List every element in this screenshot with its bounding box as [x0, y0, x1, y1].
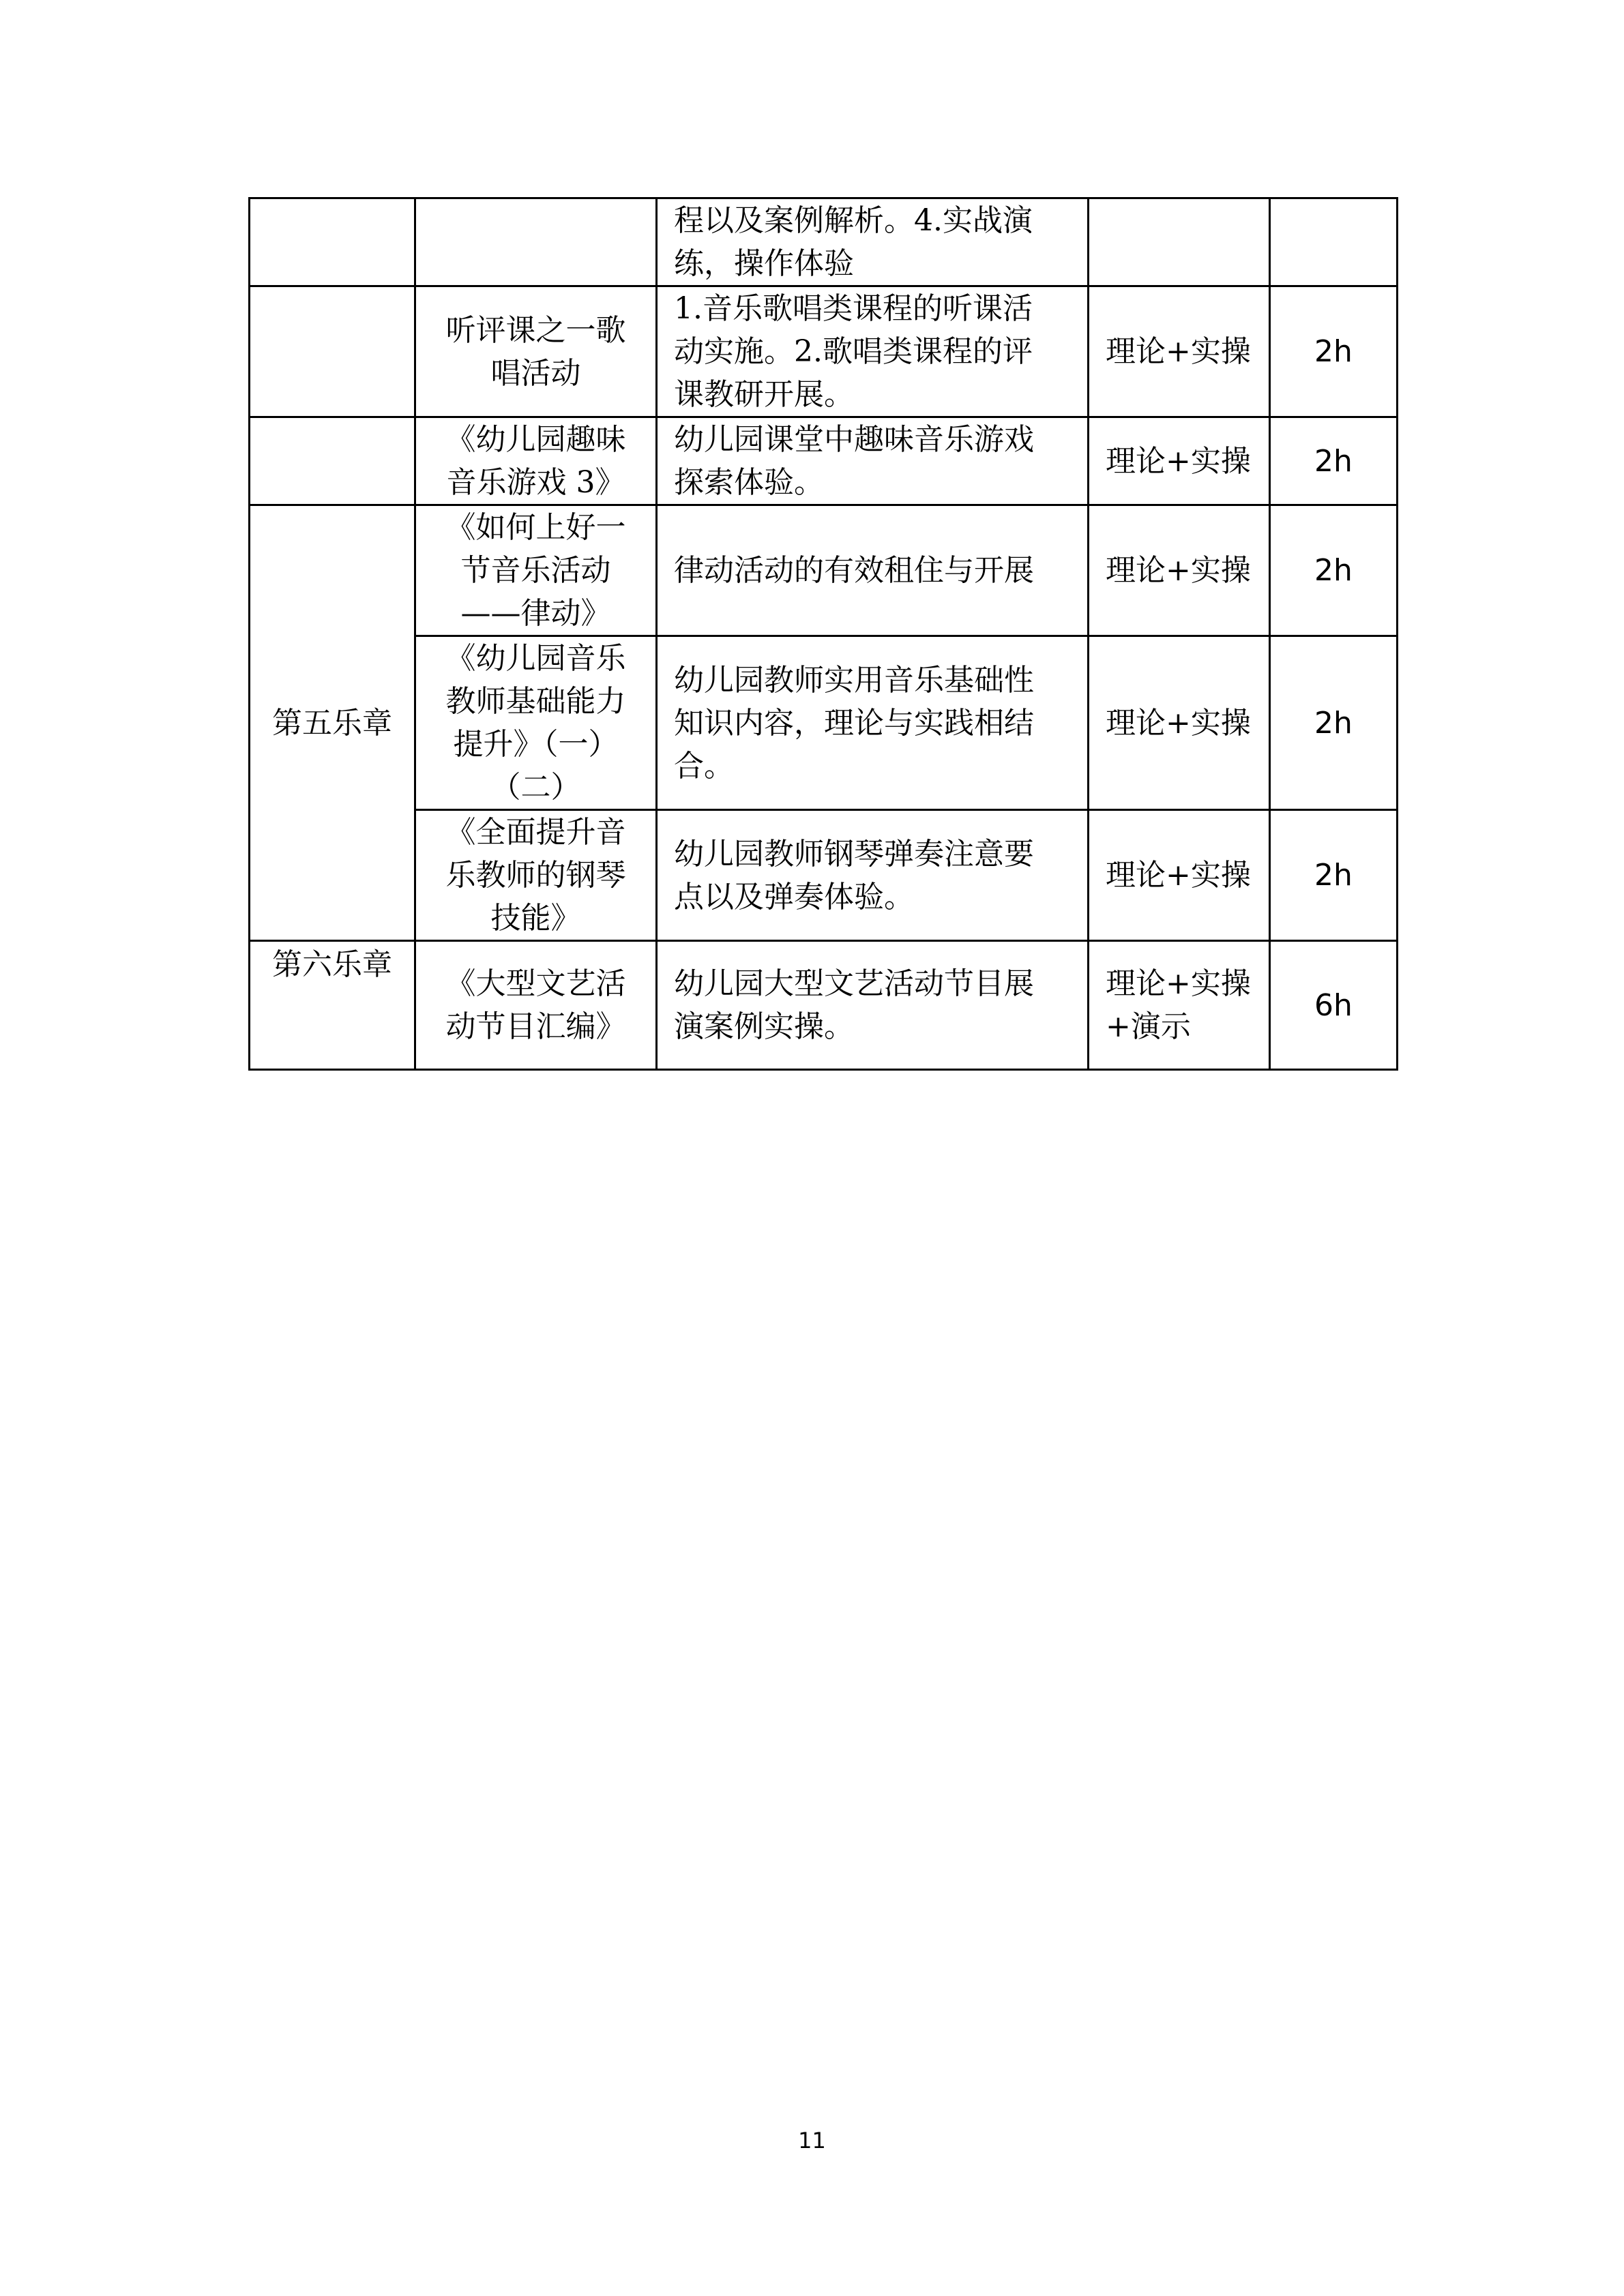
hours-cell: 2h — [1270, 286, 1398, 417]
chapter-cell — [250, 198, 415, 286]
method-cell: 理论+实操 — [1089, 810, 1270, 941]
hours-cell — [1270, 198, 1398, 286]
topic-cell: 《幼儿园趣味 音乐游戏 3》 — [415, 417, 657, 505]
chapter-cell: 第六乐章 — [250, 941, 415, 1070]
method-cell: 理论+实操 +演示 — [1089, 941, 1270, 1070]
hours-cell: 2h — [1270, 505, 1398, 636]
hours-cell: 6h — [1270, 941, 1398, 1070]
content-cell: 幼儿园教师实用音乐基础性 知识内容，理论与实践相结 合。 — [657, 636, 1089, 810]
table-row — [250, 286, 1398, 417]
page-number: 11 — [798, 2128, 826, 2153]
content-cell: 幼儿园课堂中趣味音乐游戏 探索体验。 — [657, 417, 1089, 505]
table-row — [250, 636, 1398, 810]
content-cell: 1.音乐歌唱类课程的听课活 动实施。2.歌唱类课程的评 课教研开展。 — [657, 286, 1089, 417]
hours-cell: 2h — [1270, 417, 1398, 505]
content-cell: 律动活动的有效租住与开展 — [657, 505, 1089, 636]
table-row — [250, 417, 1398, 505]
table-row — [250, 198, 1398, 286]
content-cell: 幼儿园大型文艺活动节目展 演案例实操。 — [657, 941, 1089, 1070]
content-cell: 幼儿园教师钢琴弹奏注意要 点以及弹奏体验。 — [657, 810, 1089, 941]
topic-cell: 《全面提升音 乐教师的钢琴 技能》 — [415, 810, 657, 941]
table-row — [250, 810, 1398, 941]
hours-cell: 2h — [1270, 636, 1398, 810]
hours-cell: 2h — [1270, 810, 1398, 941]
topic-cell: 听评课之一歌 唱活动 — [415, 286, 657, 417]
method-cell: 理论+实操 — [1089, 417, 1270, 505]
method-cell: 理论+实操 — [1089, 636, 1270, 810]
content-cell: 程以及案例解析。4.实战演 练，操作体验 — [657, 198, 1089, 286]
method-cell: 理论+实操 — [1089, 505, 1270, 636]
course-outline-table — [248, 197, 1398, 1071]
chapter-cell — [250, 286, 415, 417]
table-row — [250, 941, 1398, 1070]
table-row — [250, 505, 1398, 636]
topic-cell — [415, 198, 657, 286]
topic-cell: 《幼儿园音乐 教师基础能力 提升》（一） （二） — [415, 636, 657, 810]
chapter-cell — [250, 417, 415, 505]
topic-cell: 《如何上好一 节音乐活动 ——律动》 — [415, 505, 657, 636]
method-cell: 理论+实操 — [1089, 286, 1270, 417]
topic-cell: 《大型文艺活 动节目汇编》 — [415, 941, 657, 1070]
method-cell — [1089, 198, 1270, 286]
chapter-cell: 第五乐章 — [250, 505, 415, 941]
